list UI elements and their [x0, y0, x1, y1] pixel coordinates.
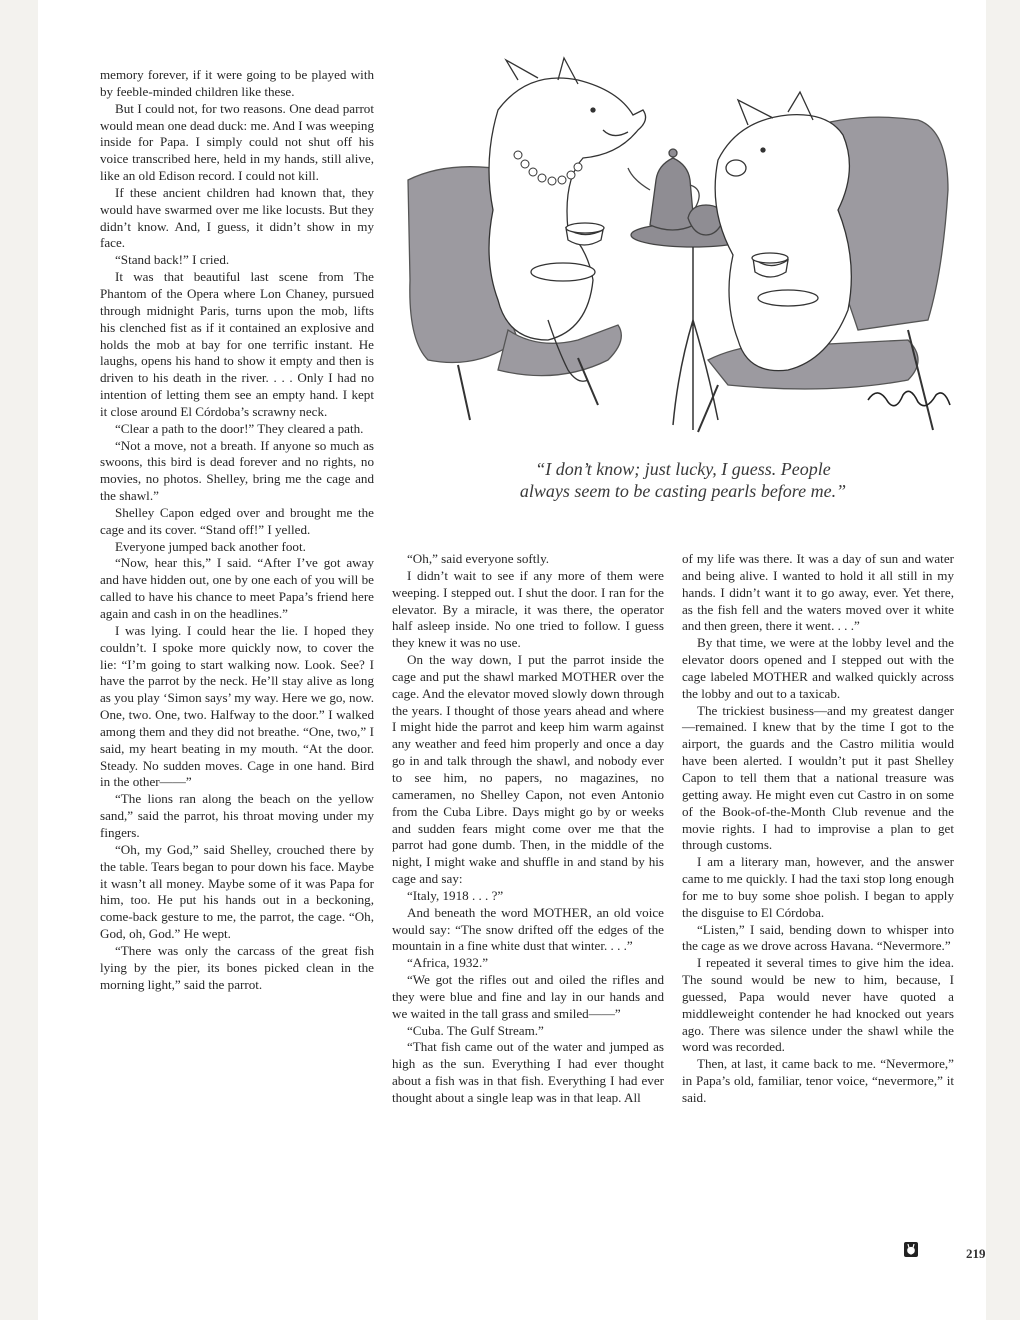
paragraph: “Africa, 1932.”: [407, 955, 489, 971]
paragraph: I am a literary man, however, and the answer came to me quickly. I had the taxi stop long enough for me to buy some shoe polish. I began to apply the disguise to El Córdoba.: [682, 854, 954, 920]
paragraph: “Oh,” said everyone softly.: [407, 551, 550, 566]
paragraph: I was lying. I could hear the lie. I hoped they couldn’t. I spoke more quickly now, to cover the lie: “I’m going to start walking now. Look. See? I have the parrot by the neck. He’ll stay alive as long as you play ‘Simon says’ my way. Here we go, now. One, two. One, two. Halfway to the door.” I walked among them and they did not breathe. “One, two,” I said, my heart beating in my mouth. “At the door. Steady. No sudden moves. Cage in one hand. Bird in the other——”: [100, 622, 374, 790]
paragraph: But I could not, for two reasons. One dead parrot would mean one dead duck: me. And I was weeping inside for Papa. I simply could not shut off his voice transcribed here, held in my hands, still alive, like an old Edison record. I could not kill.: [100, 100, 374, 184]
paragraph: Everyone jumped back another foot.: [115, 538, 306, 554]
paragraph: I repeated it several times to give him the idea. The sound would be new to him, because, I guessed, Papa would never have quoted a middleweight contender he had knocked out years ago. There was silence under the shawl while the word was recorded.: [682, 955, 954, 1055]
paragraph: “Now, hear this,” I said. “After I’ve got away and have hidden out, one by one each of you will be called to have his chance to meet Papa’s friend here again and cash in on the headlines.”: [100, 555, 374, 621]
paragraph: I didn’t wait to see if any more of them were weeping. I stepped out. I shut the door. I ran for the elevator. By a miracle, it was there, the operator half asleep inside. No one tried to follow. I guess they knew it was no use.: [392, 567, 664, 651]
paragraph: Then, at last, it came back to me. “Nevermore,” in Papa’s old, familiar, tenor voice, “nevermore,” it said.: [682, 1056, 954, 1105]
cartoon-caption: [483, 458, 883, 502]
paragraph: “There was only the carcass of the great fish lying by the pier, its bones picked clean in the morning light,” said the parrot.: [100, 942, 374, 992]
caption-line-1: “I don’t know; just lucky, I guess. People: [535, 459, 831, 479]
paragraph: The trickiest business—and my greatest danger—remained. I knew that by the time I got to the airport, the guards and the Castro militia would have been alerted. I wouldn’t put it past Shelley Capon to tell them that a national treasure was getting away. He might even cut Castro in on some of the Book-of-the-Month Club revenue and the movie rights. I had to improvise a plan to get through customs.: [682, 702, 954, 853]
text-column-1: [100, 67, 374, 993]
cartoon-illustration: [388, 40, 968, 452]
text-column-2: [392, 551, 664, 1107]
rabbit-logo-icon: [904, 1242, 918, 1257]
paragraph: On the way down, I put the parrot inside the cage and put the shawl marked MOTHER over the cage. And the elevator moved slowly down through the years. I thought of those years ahead and where I might hide the parrot and keep him warm against any weather and feed him properly and once a day go in and talk through the shawl, and nobody ever to see him, no papers, no magazines, no cameramen, no Shelley Capon, not even Antonio from the Cuba Libre. Days might go by or weeks and sudden fears might come over me that the parrot had gone dumb. Then, in the middle of the night, I might wake and shuffle in and stand by his cage and say:: [392, 652, 664, 887]
paragraph: “Not a move, not a breath. If anyone so much as swoons, this bird is dead forever and no rights, no movies, no photos. Shelley, bring me the cage and the shawl.”: [100, 437, 374, 504]
paragraph: “Cuba. The Gulf Stream.”: [407, 1022, 544, 1038]
caption-line-2: always seem to be casting pearls before me.”: [519, 481, 847, 501]
paragraph: “That fish came out of the water and jumped as high as the sun. Everything I had ever thought about a fish was in that fish. Everything I had ever thought about a single leap was in that leap. All: [392, 1039, 664, 1105]
page-number: 219: [966, 1246, 986, 1261]
paragraph: “The lions ran along the beach on the yellow sand,” said the parrot, his throat moving under my fingers.: [100, 791, 374, 840]
paragraph: And beneath the word MOTHER, an old voice would say: “The snow drifted off the edges of the mountain in a fine white dust that winter. . . .”: [392, 904, 664, 954]
paragraph: “Oh, my God,” said Shelley, crouched there by the table. Tears began to pour down his face. Maybe it wasn’t all money. Maybe some of it was Papa for him, too. He put his hands out in a beckoning, come-back gesture to me, the parrot, the cage. “Oh, God, oh, God.” He wept.: [100, 841, 374, 942]
paragraph: “Italy, 1918 . . . ?”: [407, 887, 504, 903]
text-column-3: [682, 551, 954, 1107]
paragraph: “We got the rifles out and oiled the rifles and they were blue and fine and lay in our hands and we waited in the tall grass and smiled——”: [392, 972, 664, 1021]
paragraph: It was that beautiful last scene from The Phantom of the Opera where Lon Chaney, pursued through midnight Paris, turns upon the mob, lifts his clenched fist as if it contained an explosive and holds the mob at bay for one terrific instant. He laughs, opens his hand to show it empty and then is driven to his death in the river. . . . Only I had no intention of letting them see an empty hand. I kept it close around El Córdoba’s scrawny neck.: [100, 269, 374, 419]
paragraph: memory forever, if it were going to be played with by feeble-minded children like these.: [100, 67, 374, 99]
paragraph: “Listen,” I said, bending down to whisper into the cage as we drove across Havana. “Nevermore.”: [682, 921, 954, 954]
magazine-page: [38, 0, 986, 1320]
paragraph: of my life was there. It was a day of sun and water and being alive. I wanted to hold it all still in my hands. I didn’t want it to go away, ever. Yet there, as the fish fell and the waters moved over it white and then green, there it went. . . .”: [682, 551, 954, 634]
paragraph: By that time, we were at the lobby level and the elevator doors opened and I stepped out with the cage labeled MOTHER and walked quickly across the lobby and out to a taxicab.: [682, 635, 954, 701]
paragraph: “Stand back!” I cried.: [115, 252, 230, 268]
paragraph: “Clear a path to the door!” They cleared a path.: [115, 420, 364, 436]
paragraph: Shelley Capon edged over and brought me the cage and its cover. “Stand off!” I yelled.: [100, 504, 374, 537]
paragraph: If these ancient children had known that, they would have swarmed over me like locusts. But they didn’t know. And, I guess, it didn’t show in my face.: [100, 184, 374, 251]
